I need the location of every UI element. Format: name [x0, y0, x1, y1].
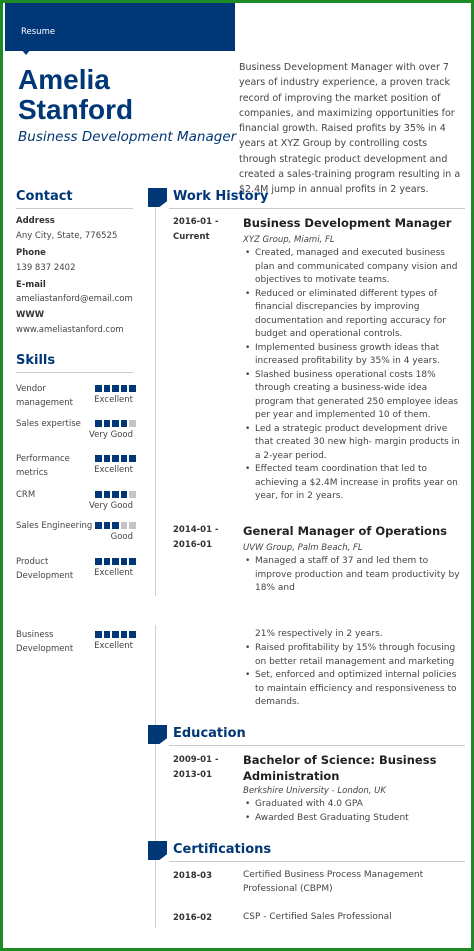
education-date [173, 753, 219, 783]
job2-date-end: 2016-01 [173, 540, 213, 550]
rating-dot [104, 455, 111, 462]
job2-title: General Manager of Operations [243, 524, 447, 538]
list-item: • Managed a staff of 37 and led them to improve production and team productivity by 18% and [243, 555, 463, 596]
rating-dot [121, 558, 128, 565]
list-item: • Slashed business operational costs 18% through creating a business-wide idea program that generated 250 employee ideas per year and implemented 10 of them. [243, 369, 463, 423]
timeline-line [155, 625, 156, 725]
rating-dot [112, 385, 119, 392]
rating-dot [104, 491, 111, 498]
job1-title: Business Development Manager [243, 216, 452, 230]
list-item: • Effected team coordination that led to achieving a $2.4M increase in profits year on year, for in 2 years. [243, 463, 463, 504]
job1-date-end: Current [173, 232, 210, 242]
contact-heading: Contact [16, 189, 73, 204]
phone-value: 139 837 2402 [16, 263, 76, 273]
job2-company: UVW Group, Palm Beach, FL [243, 543, 363, 553]
timeline-line [155, 203, 156, 596]
rating-dot [112, 420, 119, 427]
list-item: • Awarded Best Graduating Student [243, 812, 463, 826]
timeline-line [155, 741, 156, 843]
skill-name: Product Development [16, 557, 74, 581]
summary-text: Business Development Manager with over 7 years of industry experience, a proven track record of improving the market position of companies, and maximizing opportunities for financial growth. Raised profits by 35% in 4 years at XYZ Group by controlling costs through strategic product development and created a sales-training program resulting in a $2.4M jump in annual profits in 2 years. [239, 62, 461, 196]
skill-name: Sales expertise [16, 419, 81, 429]
rating-dot [121, 491, 128, 498]
job2-date-start: 2014-01 - [173, 525, 219, 535]
skill-rating [95, 558, 136, 565]
list-item: • Graduated with 4.0 GPA [243, 798, 463, 812]
list-item: • Implemented business growth ideas that increased profitability by 35% in 4 years. [243, 342, 463, 369]
address-label: Address [16, 216, 55, 226]
cert2-date: 2016-02 [173, 913, 213, 923]
rating-dot [104, 558, 111, 565]
list-item: • Created, managed and executed business plan and communicated company vision and objectives to motivate teams. [243, 247, 463, 288]
job1-bullets [243, 247, 463, 504]
degree-title: Bachelor of Science: Business Administration [243, 753, 437, 783]
name-last: Stanford [18, 94, 134, 125]
list-item: • Reduced or eliminated different types of financial discrepancies by improving documentation and reporting accuracy for budget and operational controls. [243, 288, 463, 342]
skill-level: Very Good [89, 501, 133, 511]
rating-dot [95, 522, 102, 529]
rating-dot [121, 631, 128, 638]
work-divider [169, 208, 465, 209]
rating-dot [112, 522, 119, 529]
work-history-heading: Work History [173, 189, 269, 204]
skill-rating [95, 420, 136, 427]
skill-level: Excellent [94, 641, 133, 651]
job2-date [173, 523, 219, 553]
address-value: Any City, State, 776525 [16, 231, 118, 241]
name-first: Amelia [18, 64, 110, 95]
resume-tab [5, 3, 235, 51]
www-value: www.ameliastanford.com [16, 325, 124, 335]
tab-notch [21, 49, 31, 55]
rating-dot [121, 420, 128, 427]
skill-level: Excellent [94, 395, 133, 405]
rating-dot [112, 558, 119, 565]
tab-label: Resume [21, 27, 56, 37]
skill-rating [95, 455, 136, 462]
rating-dot [112, 631, 119, 638]
cert1-date: 2018-03 [173, 871, 213, 881]
skill-name: Vendor management [16, 384, 73, 408]
resume-page [3, 3, 471, 948]
skill-name: Business Development [16, 630, 74, 654]
rating-dot [121, 455, 128, 462]
rating-dot [112, 491, 119, 498]
education-bullets [243, 798, 463, 825]
job1-date [173, 215, 219, 245]
rating-dot [104, 631, 111, 638]
job2-continued-text: 21% respectively in 2 years. [255, 629, 383, 639]
education-heading: Education [173, 726, 246, 741]
skill-level: Excellent [94, 568, 133, 578]
rating-dot [95, 631, 102, 638]
certifications-heading: Certifications [173, 842, 272, 857]
skill-level: Excellent [94, 465, 133, 475]
rating-dot [129, 455, 136, 462]
rating-dot [95, 455, 102, 462]
rating-dot [95, 420, 102, 427]
rating-dot [104, 385, 111, 392]
rating-dot [129, 385, 136, 392]
skill-rating [95, 631, 136, 638]
rating-dot [121, 385, 128, 392]
education-date-end: 2013-01 [173, 770, 213, 780]
skill-level: Good [110, 532, 133, 542]
email-label: E-mail [16, 280, 46, 290]
cert2-name: CSP - Certified Sales Professional [243, 912, 392, 922]
rating-dot [95, 558, 102, 565]
job2-bullets [243, 555, 463, 596]
education-date-start: 2009-01 - [173, 755, 219, 765]
job1-date-start: 2016-01 - [173, 217, 219, 227]
candidate-name [18, 65, 133, 125]
rating-dot [104, 522, 111, 529]
contact-divider [16, 208, 133, 209]
skill-name: CRM [16, 490, 36, 500]
certifications-flag-icon [148, 841, 167, 860]
skill-rating [95, 491, 136, 498]
job1-company: XYZ Group, Miami, FL [243, 235, 335, 245]
skill-name: Sales Engineering [16, 521, 93, 531]
cert1-name: Certified Business Process Management Professional (CBPM) [243, 870, 424, 894]
skill-rating [95, 522, 136, 529]
school-name: Berkshire University - London, UK [243, 786, 386, 796]
rating-dot [129, 558, 136, 565]
rating-dot [104, 420, 111, 427]
timeline-line [155, 858, 156, 928]
list-item: • Set, enforced and optimized internal policies to maintain efficiency and responsiveness to demands. [243, 669, 463, 710]
rating-dot [129, 420, 136, 427]
list-item: • Raised profitability by 15% through focusing on better retail management and marketing [243, 642, 463, 669]
list-item: • Led a strategic product development drive that created 30 new high- margin products in a 2-year period. [243, 423, 463, 464]
work-history-flag-icon [148, 188, 167, 207]
certifications-divider [169, 861, 465, 862]
job-title: Business Development Manager [18, 129, 237, 145]
education-divider [169, 745, 465, 746]
rating-dot [129, 631, 136, 638]
rating-dot [112, 455, 119, 462]
rating-dot [129, 522, 136, 529]
skill-level: Very Good [89, 430, 133, 440]
rating-dot [121, 522, 128, 529]
skill-rating [95, 385, 136, 392]
rating-dot [95, 491, 102, 498]
job2-bullets-continued [243, 642, 463, 710]
phone-label: Phone [16, 248, 46, 258]
www-label: WWW [16, 310, 45, 320]
rating-dot [95, 385, 102, 392]
skills-heading: Skills [16, 353, 56, 368]
education-flag-icon [148, 725, 167, 744]
skill-name: Performance metrics [16, 454, 70, 478]
rating-dot [129, 491, 136, 498]
email-value: ameliastanford@email.com [16, 294, 133, 304]
skills-divider [16, 372, 133, 373]
